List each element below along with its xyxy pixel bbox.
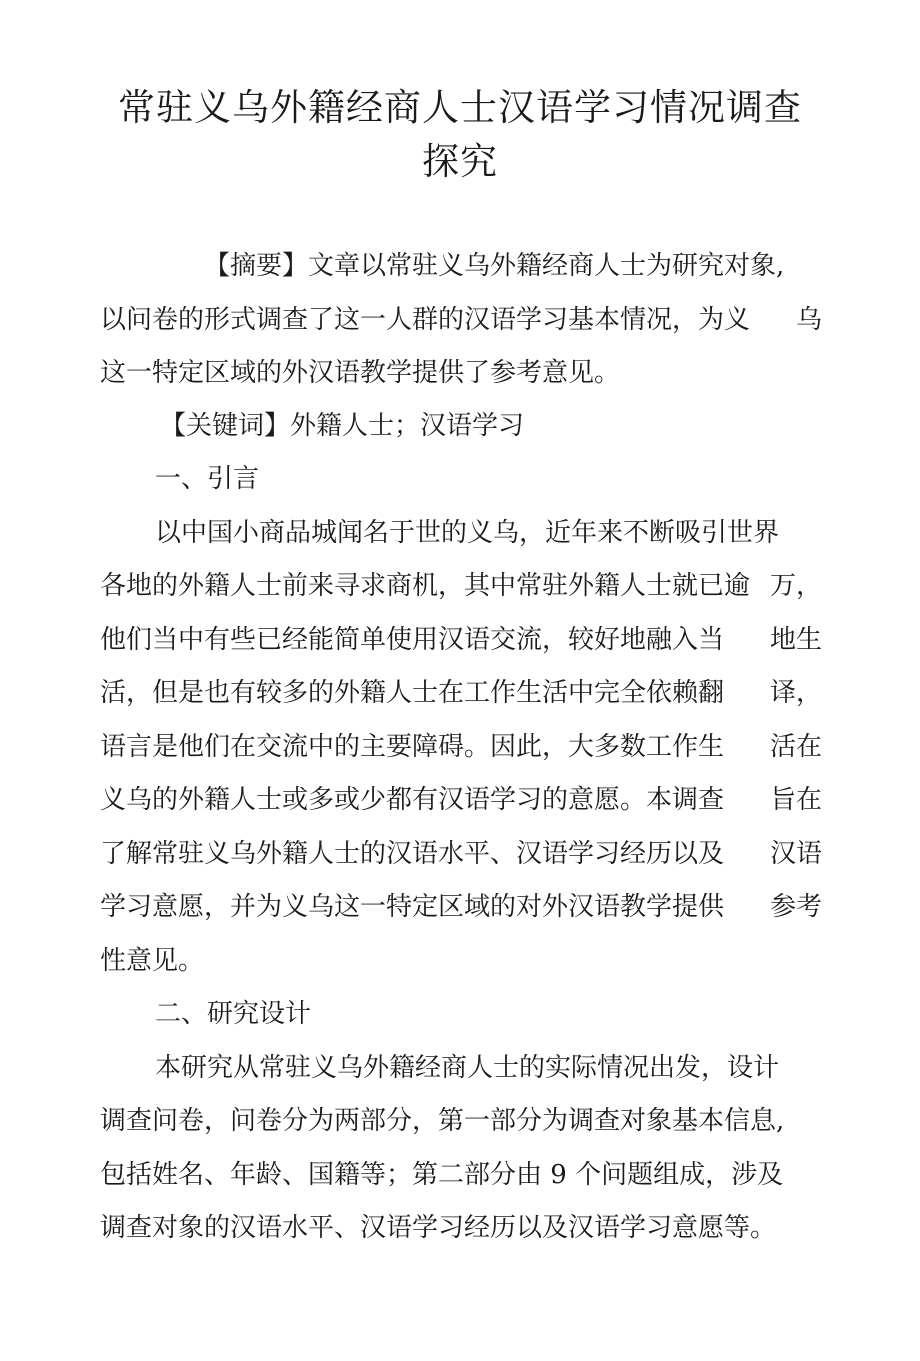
line-tail: 万， xyxy=(769,571,822,601)
line-tail: 活在 xyxy=(769,732,822,762)
section-1-heading: 一、引言 xyxy=(155,464,260,494)
abstract-line-2-tail: 乌 xyxy=(795,305,822,335)
section-2-heading: 二、研究设计 xyxy=(155,999,312,1029)
line-tail: 旨在 xyxy=(769,785,822,815)
section-2-paragraph-line: 调查对象的汉语水平、汉语学习经历以及汉语学习意愿等。 xyxy=(100,1213,777,1243)
line-tail: 译， xyxy=(769,678,822,708)
section-2-paragraph-line: 包括姓名、年龄、国籍等；第二部分由 9 个问题组成，涉及 xyxy=(100,1160,784,1190)
keywords-line: 【关键词】外籍人士；汉语学习 xyxy=(160,411,525,441)
section-1-paragraph-line: 性意见。 xyxy=(100,946,205,976)
line-main: 语言是他们在交流中的主要障碍。因此，大多数工作生 xyxy=(100,732,725,762)
line-tail: 汉语 xyxy=(769,839,822,869)
section-1-paragraph-line xyxy=(100,782,822,818)
line-tail: 地生 xyxy=(769,625,822,655)
line-main: 活，但是也有较多的外籍人士在工作生活中完全依赖翻 xyxy=(100,678,725,708)
abstract-line-1: 【摘要】文章以常驻义乌外籍经商人士为研究对象, xyxy=(204,251,785,281)
line-tail: 参考 xyxy=(769,892,822,922)
abstract-line-2 xyxy=(100,302,822,338)
section-1-paragraph-line xyxy=(100,836,822,872)
document-title-line-2: 探究 xyxy=(422,140,498,183)
line-main: 了解常驻义乌外籍人士的汉语水平、汉语学习经历以及 xyxy=(100,839,725,869)
line-main: 学习意愿，并为义乌这一特定区域的对外汉语教学提供 xyxy=(100,892,725,922)
section-2-paragraph-line: 调查问卷，问卷分为两部分，第一部分为调查对象基本信息, xyxy=(100,1106,785,1136)
line-main: 各地的外籍人士前来寻求商机，其中常驻外籍人士就已逾 xyxy=(100,571,751,601)
section-1-paragraph-line xyxy=(100,675,822,711)
section-1-paragraph-line xyxy=(100,568,822,604)
section-1-paragraph-line xyxy=(100,729,822,765)
section-1-paragraph-line: 以中国小商品城闻名于世的义乌，近年来不断吸引世界 xyxy=(155,518,780,548)
line-main: 义乌的外籍人士或多或少都有汉语学习的意愿。本调查 xyxy=(100,785,725,815)
abstract-line-2-main: 以问卷的形式调查了这一人群的汉语学习基本情况，为义 xyxy=(100,305,751,335)
section-2-paragraph-line: 本研究从常驻义乌外籍经商人士的实际情况出发，设计 xyxy=(155,1053,780,1083)
abstract-line-3: 这一特定区域的外汉语教学提供了参考意见。 xyxy=(100,358,621,388)
document-title-line-1: 常驻义乌外籍经商人士汉语学习情况调查 xyxy=(118,86,802,129)
section-1-paragraph-line xyxy=(100,622,822,658)
section-1-paragraph-line xyxy=(100,889,822,925)
line-main: 他们当中有些已经能简单使用汉语交流，较好地融入当 xyxy=(100,625,725,655)
